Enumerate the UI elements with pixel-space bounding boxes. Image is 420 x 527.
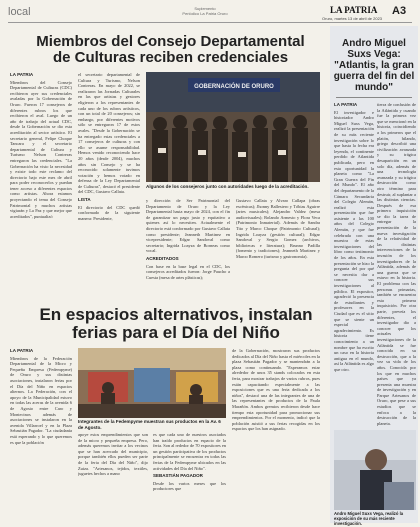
supplement-line-1: Suplemento: [194, 6, 216, 11]
header-rule: [8, 22, 412, 23]
article2-headline: En espacios alternativos, instalan ferias para el Día del Niño: [39, 305, 313, 342]
article1-col4-text: Gustavo Callata y Alvaro Callapa (obras escénicas); Jhonny Ballestero y Tóbias Aguirre (artes musicales); Alejandro Valdez (mesa audiovisuales); Rolando Armesto y Flora Veca (Patrimonio Inmaterial). Además de Sandra Tito y Marco Choque (Patrimonio Cultural); Ingrida Loayza (gestión cultural); Edgar Sandoval y Sergio Gomez (archivos, bibliotecas e literatura); Brunno Padilla (fomento y tradiciones); Jeanneth Martinez y Maroo Romero (turismo y gastronomía).: [236, 198, 320, 259]
article1-byline: LA PATRIA: [10, 72, 34, 77]
article2-column-3: [153, 432, 226, 524]
sidebar-rule: [336, 97, 412, 98]
article1-headline: Miembros del Consejo Departamental de Culturas reciben credenciales: [36, 33, 305, 66]
article2-column-2: [78, 432, 148, 524]
article2-column-1: [10, 348, 72, 524]
sidebar-photo-caption: Andro Miguel Suxs Vega, realizó la exposición de su más reciente investigación.: [334, 511, 404, 526]
sidebar-photo-graphic: [334, 430, 416, 510]
article1-col3b-text: Con base en la base legal en el CDC, los consejeros acreditados fueron: Jorge Paucho a Cuesta (mesa de artes plásticas);: [146, 263, 230, 280]
photo-banner-text: GOBERNACIÓN DE ORURO: [194, 84, 274, 90]
article2-subhead-pagador: SEBASTIÁN PAGADOR: [153, 473, 203, 479]
sidebar-column-1: [334, 102, 374, 427]
sidebar-col1-text: El investigador e historiador Andro Miguel Suxs Vega, realizó la presentación de su más reciente investigación sobre lo que hasta la fecha era leyenda, el continente perdido de Atlantida publicada, pero en esta oportunidad la planeta como "La Gran Guerra del Fin del Mundo". El año del departamento de la Cámara Secundaria del Colegio Alemán, realizó esta presentación que fue asistente a las 100 años del Colegio Alemán, y que fue celebrada con una muestra de estas investigaciones del libro como testimonio de los años. En esta presentación se hizo la pregunta del por qué se necesita dar a conocer sus investigaciones al público. El expositor, agradeció la presencia de estudiantes y profesores en la Ciudad que es el sitio que se siente un especial agradecimiento. Es historia tiene conocimiento a un nombre que ha escrito un caso en la historia antigua en el mundo, así la Atlántida es algo que otro.: [334, 109, 374, 372]
article2-photo-graphic: [78, 348, 226, 418]
sidebar-column-2: [377, 102, 416, 427]
newspaper-logo: LA PATRIA: [330, 5, 378, 15]
page-number: A3: [392, 5, 407, 17]
article1-column-1: [10, 72, 72, 298]
sidebar-photo: [334, 430, 416, 510]
article1-column-2: [78, 72, 140, 298]
supplement-tag: [175, 6, 235, 16]
sidebar-byline: LA PATRIA: [334, 102, 358, 107]
sidebar-headline: Andro Miguel Suxs Vega: "Atlantis, la gran guerra del fin del mundo": [333, 38, 415, 93]
article2-col1-text: Miembros de la Federación Departamental de la Micro y Pequeña Empresa (Fedempyme) de Oruro y sus distintas asociaciones, instalaron ferias por el Día del Niño en espacios alternos. La Federación, con el apoyo de la Municipalidad estuvo en todas las aceras de la avenida 6 de Agosto entre Caro y Montecinos además de asociaciones se instalaron en la avenida Villarroel y en la Plaza Sebastián Pagador. "La ciudadanía está esperando y lo que queremos es que la población: [10, 355, 72, 445]
article2-column-4: [232, 348, 320, 524]
article2-byline: LA PATRIA: [10, 348, 34, 353]
article1-subhead-acreditados: ACREDITADOS: [146, 255, 179, 261]
article1-column-3: [146, 198, 230, 298]
article2-col3-text: es que cada uno de nuestros asociados han traído productos en espacio de la feria. Son al rededor de 70 expositores en un gestión participativa de los productos principalmente se encuentra en todas las ferias de la Fedempyme ubicados en las actividades del Día del Niño".: [153, 432, 226, 471]
article2-col3b-text: Desde los varios meses que los productores que: [153, 480, 226, 492]
issue-date: Oruro, martes 13 de abril de 2023: [322, 16, 383, 21]
article1-col1-text: Miembros del Consejo Departamental de Culturas (CDC) recibieron ayer sus credenciales avaladas por la Gobernación de Oruro. Fueron 17 consejeros de diferentes rubros los que recibieron el aval. Luego de un año de trabajo del actual CDC, desde la Gobernación se dio esta acreditación al sector artístico. El secretario general, Felipe Choque Tancara y el secretario departamental de Cultura y Turismo Nelson Contreras entregaron las credenciales. "La Gobernación ha visto la necesidad y existe todo este reclamo del directorio bajo este mes de abril para poder reconocerlos y puedan tener acceso a diferentes espacios como artistas. Ahora estamos proyectando el tema del Consejo Patrimonial y muchos artistas vigiarán y La Paz y que mejor que acreditados", puntualizó: [10, 79, 72, 219]
article1-column-4: [236, 198, 320, 298]
article1-col2-text: el secretario departamental de Cultura y Turismo, Nelson Contreras. En mayo de 2022, se realizaron las Jornadas Culturales en las que artistas y gestores eligieron a los representantes de cada uno de los rubros artísticos, con un total de 20 consejeros; sin embargo, por diferentes motivos sólo se entregaron 17 de estos avales. "Desde la Gobernación se ha entregado estas credenciales a 17 consejeros de culturas y con ello se asume responsabilidad. Hemos venido reconociendo hace 20 años (desde 2004), muchos años sin Consejo y se ha reconocido solamente tuvimos votación y hemos votado en defensa de la Ley Departamental de Culturas", destacó el presidente del CDC, Gustavo Callata.: [78, 72, 140, 195]
article1-photo-caption: Algunos de los consejeros junto con autoridades luego de la acreditación.: [146, 184, 309, 189]
section-label: local: [8, 6, 31, 18]
article1-photo-graphic: [146, 72, 320, 182]
article1-col3-text: y dirección de Ser Patrimonial del Departamento de Oruro y la Ley Departamental hasta mayo de 2024, con el fin de garantizar un pago justo y equitativo a quienes así lo necesiten. Actualmente el directorio está conformado por Gustavo Callata como presidente; Jeanneth Martinez en vicepresidente; Edgar Sandoval como secretario; Ingrida Loayza de Borneas como vocal.: [146, 198, 230, 254]
article1-subhead-list: LISTA: [78, 197, 91, 203]
supplement-line-2: Periódico La Patria Oruro: [182, 11, 228, 16]
article2-photo: [78, 348, 226, 418]
article2-col4-text: de la Gobernación, mostraron sus productos dedicados al Día del Niño hasta el miércoles en la plaza Sebastián Pagador y se mantendrán a la plaza como continuando. "Esperamos estar alrededor de unos 35 stands colocados en esta feria, para mostrar trabajos de varios rubros, pues están capacitando especialmente a las exposiciones que es una feria dedicada a los niños", destacó una de las integrantes de una de las representantes de productos de la Paula Marañón. Ambos gremios recibieron desde hace tiempo esta oportunidad para promocionar sus emprendimientos. Por el momento, indicó que la población asistió a sus ferias recogidas en los espacios que los han asignado.: [232, 348, 320, 432]
sidebar-col2-text: tierra de confusión de la Atlántida y cuando fue la primera vez que se mencionó en la historia, coincidiendo a los primeros que el platón, hilando, griego describió una civilización avanzada y su trágica desaparición en un solo día, además de una tecnología avanzada y su trágica destrucción como otro término para destruir, al suplantar a las distintas ciencias. Después de esa primera inquisición se dio la tarea de entregar la presentación de la nueva investigación de la relatividad de las distintas intervenciones de la invasión de los investigadores de la Atlántida, además de una guerra que se estuvo en la historia. El problema con las personas primarias, también se encuentra esta primera inquisición. Por otra parte, preveía los diferentes, el investigador dio a conocer que los actuales investigaciones de la Atlántida se fue conocida en su destrucción, que a la vez su vida de los años. Conocida por los que en muchos países que ya presenta una muestra de investigación y en Parque Artesanos de Oruro, que pese a sus estudios que se enfoca a la destrucción de la planeta.: [377, 102, 416, 426]
article2-photo-caption: Integrantes de la Fedempyme muestran sus productos en la Av. 6 de Agosto.: [78, 419, 221, 430]
article1-photo: [146, 72, 320, 182]
article2-col2-text: apoye estos emprendimientos que son de la micro y pequeña empresa. Pero, además queremos invitar a los vecinos que se han acercado del municipio, porque también ellos pueden ser parte de la feria del Día del Niño", dijo Zuiza. "Artesanos, tejidos, textiles, juguetes hechos a mano: [78, 432, 148, 477]
article1-col2b-text: El directorio del CDC quedó conformado de la siguiente manera: Presidente,: [78, 204, 140, 221]
